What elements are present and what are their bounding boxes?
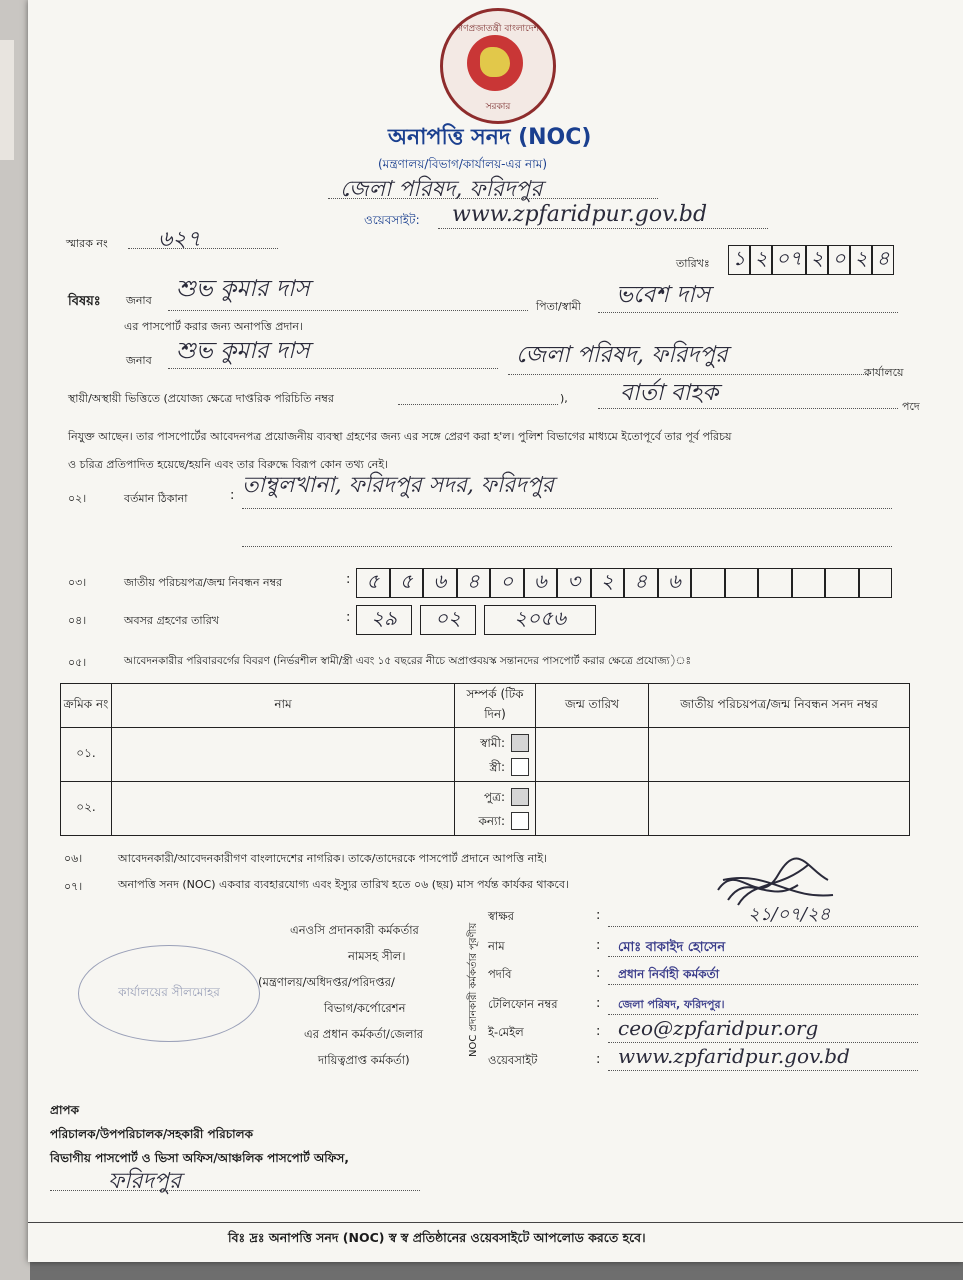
page-title: অনাপত্তি সনদ (NOC) [388,125,592,150]
body-mr: জনাব [126,354,152,367]
row-birthdate[interactable] [536,728,649,782]
relation-daughter: কন্যা: [478,813,505,828]
item-03-number: ০৩। [68,576,87,589]
recipient-city: ফরিদপুর [108,1169,182,1194]
officer-field-label: পদবি [488,967,512,981]
officer-left-line: নামসহ সীল। [348,949,406,963]
office-value: জেলা পরিষদ, ফরিদপুর [516,342,728,368]
memo-value: ৬২৭ [158,227,201,252]
officer-field-value: প্রধান নির্বাহী কর্মকর্তা [618,967,720,981]
seal-text-top: গণপ্রজাতন্ত্রী বাংলাদেশ [457,24,539,34]
nid-digit-box [758,568,792,598]
nid-digit-box: ২ [591,568,625,598]
checkbox-daughter[interactable] [511,812,529,830]
officer-field-colon: : [596,1024,601,1039]
date-box: ০৭ [772,245,806,275]
website-line [438,228,768,229]
address-label: বর্তমান ঠিকানা [124,492,188,505]
address-colon: : [230,488,235,503]
father-line [598,312,898,313]
subject-label: বিষয়ঃ [68,294,101,309]
nid-digit-box [691,568,725,598]
recipient-line2: বিভাগীয় পাসপোর্ট ও ভিসা অফিস/আঞ্চলিক পাসপোর্ট অফিস, [50,1151,349,1165]
officer-left-line: এনওসি প্রদানকারী কর্মকর্তার [290,923,419,937]
post-line [598,408,898,409]
officer-field-value: ceo@zpfaridpur.org [618,1016,819,1040]
father-name: ভবেশ দাস [616,282,711,308]
applicant-name: শুভ কুমার দাস [176,276,310,302]
address-line-2 [242,546,892,547]
officer-left-line: (মন্ত্রণালয়/অধিদপ্তর/পরিদপ্তর/ [258,975,395,989]
footer-note: বিঃ দ্রঃ অনাপত্তি সনদ (NOC) স্ব স্ব প্রতিষ্ঠানের ওয়েবসাইটে আপলোড করতে হবে। [228,1230,646,1245]
memo-label: স্মারক নং [66,237,108,250]
name-line [168,310,528,311]
body-para2: ও চরিত্র প্রতিপাদিত হয়েছে/হয়নি এবং তার বিরুদ্ধে বিরূপ কোন তথ্য নেই। [68,458,388,471]
map-icon [480,47,510,77]
date-box: ২ [806,245,828,275]
officer-field-line [608,1070,918,1071]
body-name: শুভ কুমার দাস [176,338,310,364]
relation-husband: স্বামী: [480,735,505,750]
validity-text: অনাপত্তি সনদ (NOC) একবার ব্যবহারযোগ্য এবং ইস্যুর তারিখ হতে ০৬ (ছয়) মাস পর্যন্ত কার্যকর থাকবে। [118,878,569,891]
officer-left-line: এর প্রধান কর্মকর্তা/জেলার [304,1027,424,1041]
family-table [60,683,910,836]
date-box: ১ [728,245,750,275]
officer-left-line: বিভাগ/কর্পোরেশন [324,1001,406,1015]
permanent-text: স্থায়ী/অস্থায়ী ভিত্তিতে (প্রযোজ্য ক্ষেত্রে দাপ্তরিক পরিচিতি নম্বর [68,392,334,405]
date-label: তারিখঃ [676,257,710,270]
officer-field-value: মোঃ বাকাইদ হোসেন [618,940,726,955]
nid-digit-box: ৫ [356,568,390,598]
ministry-value: জেলা পরিষদ, ফরিদপুর [340,177,543,202]
officer-field-colon: : [596,938,601,953]
officer-field-colon: : [596,908,601,923]
recipient-line [50,1190,420,1191]
government-seal-icon [440,8,556,124]
body-name-line [168,368,498,369]
row-name[interactable] [112,782,455,836]
website-value: www.zpfaridpur.gov.bd [452,202,708,227]
recipient-label: প্রাপক [50,1103,79,1117]
checkbox-husband[interactable] [511,734,529,752]
officer-left-line: দায়িত্বপ্রাপ্ত কর্মকর্তা) [318,1053,410,1067]
col-birthdate: জন্ম তারিখ [536,684,649,728]
row-birthdate[interactable] [536,782,649,836]
item-02-number: ০২। [68,492,87,505]
office-seal-placeholder [78,945,260,1042]
officer-field-label: নাম [488,939,505,953]
background-paper-fragment [0,40,14,160]
citizen-text: আবেদনকারী/আবেদনকারীগণ বাংলাদেশের নাগরিক। তাকে/তাদেরকে পাসপোর্ট প্রদানে আপত্তি নাই। [118,852,548,865]
date-box: ৪ [872,245,894,275]
col-relation: সম্পর্ক (টিক দিন) [455,684,536,728]
nid-label: জাতীয় পরিচয়পত্র/জন্ম নিবন্ধন নম্বর [124,576,283,589]
col-name: নাম [112,684,455,728]
checkbox-wife[interactable] [511,758,529,776]
nid-digit-box: ৬ [524,568,558,598]
nid-digit-box: ৬ [423,568,457,598]
row-serial: ০১. [61,728,112,782]
officer-field-label: ই-মেইল [488,1025,524,1039]
row-name[interactable] [112,728,455,782]
retire-month: ০২ [420,605,476,635]
officer-field-label: টেলিফোন নম্বর [488,997,558,1011]
body-para1: নিযুক্ত আছেন। তার পাসপোর্টের আবেদনপত্র প্রয়োজনীয় ব্যবস্থা গ্রহণের জন্য এর সঙ্গে প্রেরণ করা হ'ল। পুলিশ বিভাগের মাধ্যমে ইতোপূর্বে তার পূর্ব পরিচয় [68,430,732,443]
post-label: পদে [902,400,920,413]
row-serial: ০২. [61,782,112,836]
date-box: ২ [850,245,872,275]
office-label: কার্যালয়ে [864,366,904,379]
row-relation [455,782,536,836]
nid-digit-box [859,568,893,598]
seal-text-bottom: সরকার [485,102,511,112]
ministry-label: (মন্ত্রণালয়/বিভাগ/কার্যালয়-এর নাম) [378,157,548,171]
nid-digit-box [725,568,759,598]
nid-digit-box: ৫ [390,568,424,598]
officer-field-value: www.zpfaridpur.gov.bd [618,1044,850,1068]
date-box: ০ [828,245,850,275]
office-seal-text: কার্যালয়ের সীলমোহর [118,985,220,999]
row-relation [455,728,536,782]
date-boxes [728,245,894,275]
col-serial: ক্রমিক নং [61,684,112,728]
item-04-number: ০৪। [68,614,87,627]
family-label: আবেদনকারীর পরিবারবর্গের বিবরণ (নির্ভরশীল স্বামী/স্ত্রী এবং ১৫ বছরের নীচে অপ্রাপ্তবয়স্ক সন্তানদের পাসপোর্ট করার ক্ষেত্রে প্রযোজ্য)ঃ [124,655,692,667]
officer-field-label: স্বাক্ষর [488,909,514,923]
row-nid[interactable] [649,728,910,782]
retire-year: ২০৫৬ [484,605,596,635]
nid-boxes [356,568,892,598]
nid-colon: : [346,572,351,587]
noc-vertical-label: NOC প্রদানকারী কর্মকর্তার পূরণীয় [468,922,479,1058]
retire-label: অবসর গ্রহণের তারিখ [124,614,219,627]
footer-divider [28,1222,963,1223]
signature-scribble [708,850,838,920]
retire-boxes [356,605,596,635]
subject-line2: এর পাসপোর্ট করার জন্য অনাপত্তি প্রদান। [124,320,303,333]
background-strip [0,0,30,1280]
retire-day: ২৯ [356,605,412,635]
officer-field-line [608,1042,918,1043]
address-value: তাম্বুলখানা, ফরিদপুর সদর, ফরিদপুর [242,473,554,498]
relation-son: পুত্র: [483,789,505,804]
checkbox-son[interactable] [511,788,529,806]
relation-wife: স্ত্রী: [489,759,505,774]
retire-colon: : [346,610,351,625]
officer-field-colon: : [596,966,601,981]
address-line-1 [242,508,892,509]
subject-mr: জনাব [126,294,152,307]
nid-digit-box: ৪ [624,568,658,598]
date-box: ২ [750,245,772,275]
item-07-number: ০৭। [64,880,83,893]
id-line [398,404,558,405]
officer-field-value: জেলা পরিষদ, ফরিদপুর। [618,998,725,1011]
nid-digit-box: ০ [490,568,524,598]
post-value: বার্তা বাহক [620,380,719,406]
seal-center [467,35,523,91]
officer-field-colon: : [596,996,601,1011]
table-row [61,728,910,782]
ministry-line [328,198,658,199]
memo-line [128,248,278,249]
nid-digit-box [825,568,859,598]
father-label: পিতা/স্বামী [536,300,581,313]
nid-digit-box: ৪ [457,568,491,598]
noc-document [28,0,963,1262]
nid-digit-box: ৩ [557,568,591,598]
nid-digit-box: ৬ [658,568,692,598]
item-06-number: ০৬। [64,852,83,865]
officer-field-label: ওয়েবসাইট [488,1053,538,1067]
item-05-number: ০৫। [68,656,87,669]
nid-digit-box [792,568,826,598]
table-row [61,782,910,836]
row-nid[interactable] [649,782,910,836]
col-nid: জাতীয় পরিচয়পত্র/জন্ম নিবন্ধন সনদ নম্বর [649,684,910,728]
officer-field-colon: : [596,1052,601,1067]
officer-field-value: ২১/০৭/২৪ [748,904,831,925]
paren-close: ), [560,392,568,405]
recipient-line1: পরিচালক/উপপরিচালক/সহকারী পরিচালক [50,1127,253,1141]
website-label: ওয়েবসাইট: [364,213,420,227]
